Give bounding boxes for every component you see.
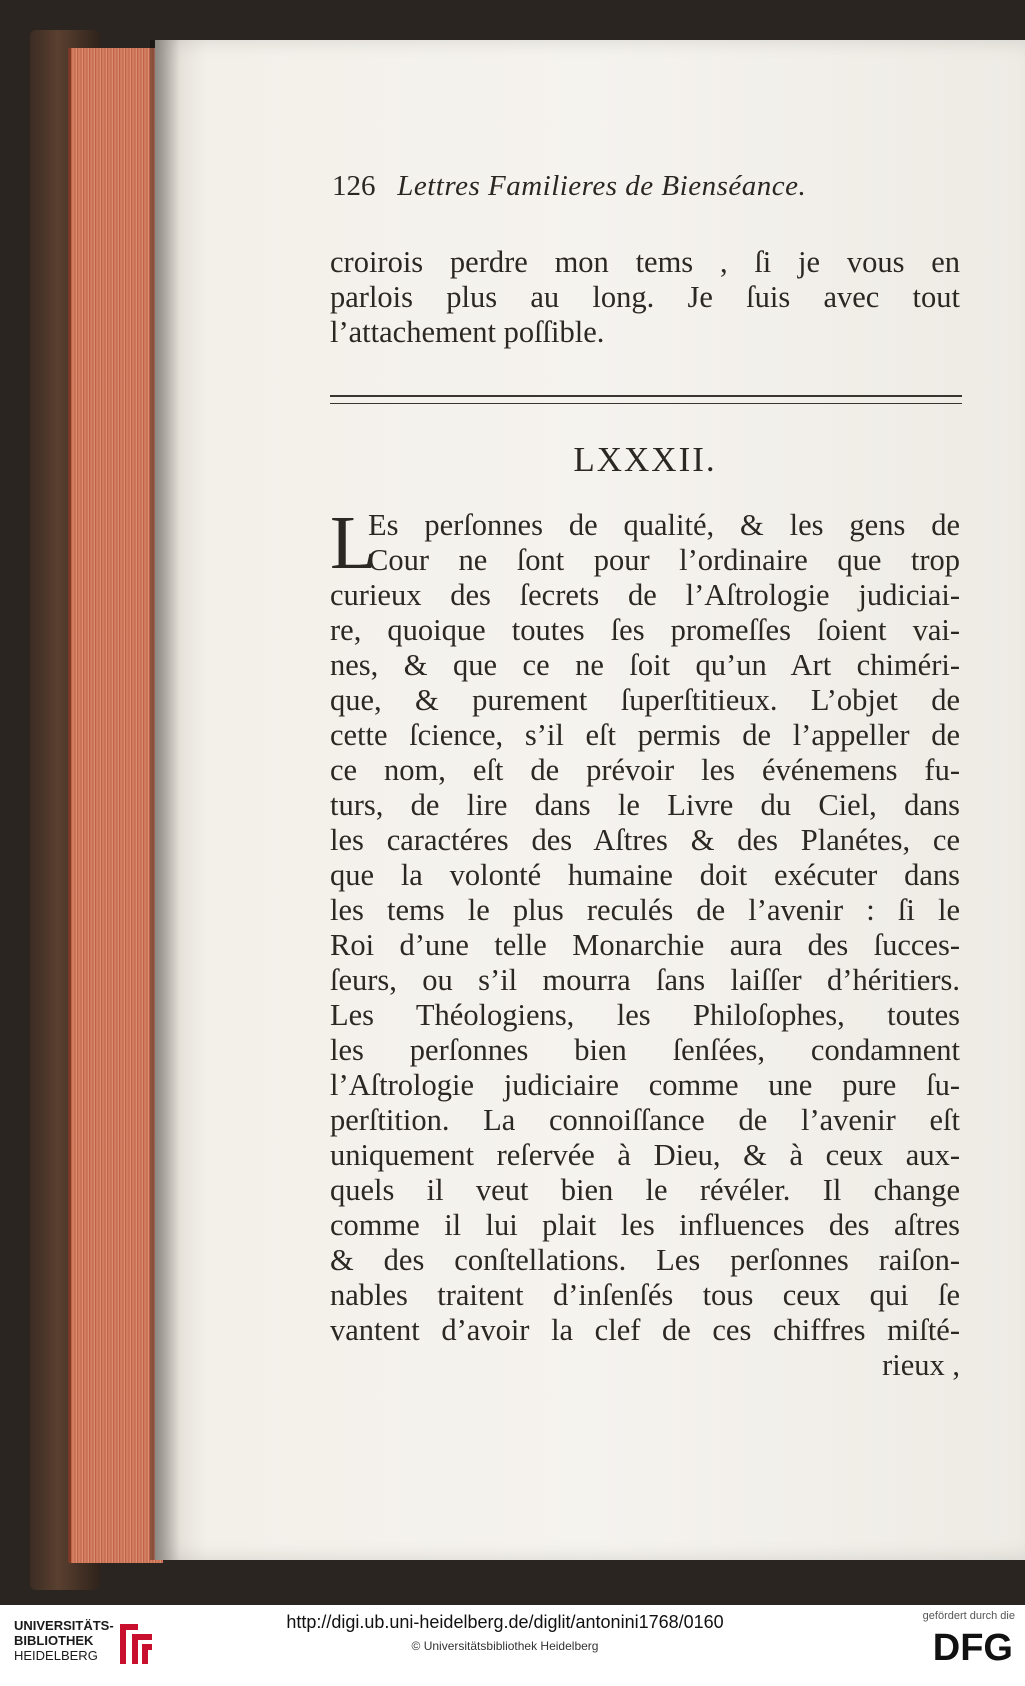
- text-line: parlois plus au long. Je ſuis avec tout: [330, 280, 960, 314]
- text-line: l’Aſtrologie judiciaire comme une pure ſu-: [330, 1068, 960, 1102]
- text-line: uniquement reſervée à Dieu, & à ceux aux-: [330, 1138, 960, 1172]
- text-line: vantent d’avoir la clef de ces chiffres miſté-: [330, 1313, 960, 1347]
- section-number: LXXXII.: [573, 440, 717, 479]
- library-city: HEIDELBERG: [14, 1648, 98, 1663]
- copyright-notice: © Universitätsbibliothek Heidelberg: [411, 1639, 599, 1653]
- letter-ending: [330, 245, 960, 350]
- text-line: ce nom, eſt de prévoir les événemens fu-: [330, 753, 960, 787]
- library-logo-icon: [116, 1620, 156, 1668]
- text-line: que, & purement ſuperſtitieux. L’objet de: [330, 683, 960, 717]
- text-line: ſeurs, ou s’il mourra ſans laiſſer d’héritiers.: [330, 963, 960, 997]
- text-line: Cour ne ſont pour l’ordinaire que trop: [368, 543, 960, 577]
- section-divider: [330, 395, 962, 404]
- gutter-shadow: [150, 40, 180, 1560]
- footer-citation: [225, 1612, 785, 1653]
- funder-branding: [900, 1610, 1015, 1671]
- letter-body: [330, 501, 960, 1383]
- library-branding: [14, 1618, 114, 1663]
- library-name-line2: BIBLIOTHEK: [14, 1633, 94, 1648]
- text-line: Es perſonnes de qualité, & les gens de: [368, 508, 960, 542]
- page-number: 126: [332, 170, 376, 202]
- library-name-line1: UNIVERSITÄTS-: [14, 1618, 114, 1633]
- text-line: les perſonnes bien ſenſées, condamnent: [330, 1033, 960, 1067]
- drop-cap: L: [330, 501, 377, 585]
- text-line: l’attachement poſſible.: [330, 315, 605, 349]
- running-header: [332, 170, 972, 210]
- text-line: re, quoique toutes ſes promeſſes ſoient vai-: [330, 613, 960, 647]
- text-line: curieux des ſecrets de l’Aſtrologie judiciai-: [330, 578, 960, 612]
- text-line: que la volonté humaine doit exécuter dans: [330, 858, 960, 892]
- page-edges: [68, 48, 163, 1563]
- text-line: perſtition. La connoiſſance de l’avenir eſt: [330, 1103, 960, 1137]
- text-line: Roi d’une telle Monarchie aura des ſucces-: [330, 928, 960, 962]
- funded-by-label: gefördert durch die: [922, 1610, 1015, 1622]
- text-line: les caractéres des Aſtres & des Planétes, ce: [330, 823, 960, 857]
- running-title: Lettres Familieres de Bienséance.: [397, 170, 807, 202]
- dfg-logo-icon: [915, 1626, 1015, 1666]
- dfg-logo-text: DFG: [932, 1627, 1013, 1666]
- catchword: rieux ,: [882, 1348, 960, 1382]
- text-line: Les Théologiens, les Philoſophes, toutes: [330, 998, 960, 1032]
- text-line: quels il veut bien le révéler. Il change: [330, 1173, 960, 1207]
- permalink[interactable]: http://digi.ub.uni-heidelberg.de/diglit/antonini1768/0160: [286, 1612, 724, 1632]
- text-line: turs, de lire dans le Livre du Ciel, dans: [330, 788, 960, 822]
- text-line: les tems le plus reculés de l’avenir : ſi le: [330, 893, 960, 927]
- text-line: comme il lui plait les influences des aſtres: [330, 1208, 960, 1242]
- text-line: & des conſtellations. Les perſonnes raiſon-: [330, 1243, 960, 1277]
- text-line: nes, & que ce ne ſoit qu’un Art chiméri-: [330, 648, 960, 682]
- text-line: nables traitent d’inſenſés tous ceux qui ſe: [330, 1278, 960, 1312]
- text-line: croirois perdre mon tems , ſi je vous en: [330, 245, 960, 279]
- text-line: cette ſcience, s’il eſt permis de l’appeller de: [330, 718, 960, 752]
